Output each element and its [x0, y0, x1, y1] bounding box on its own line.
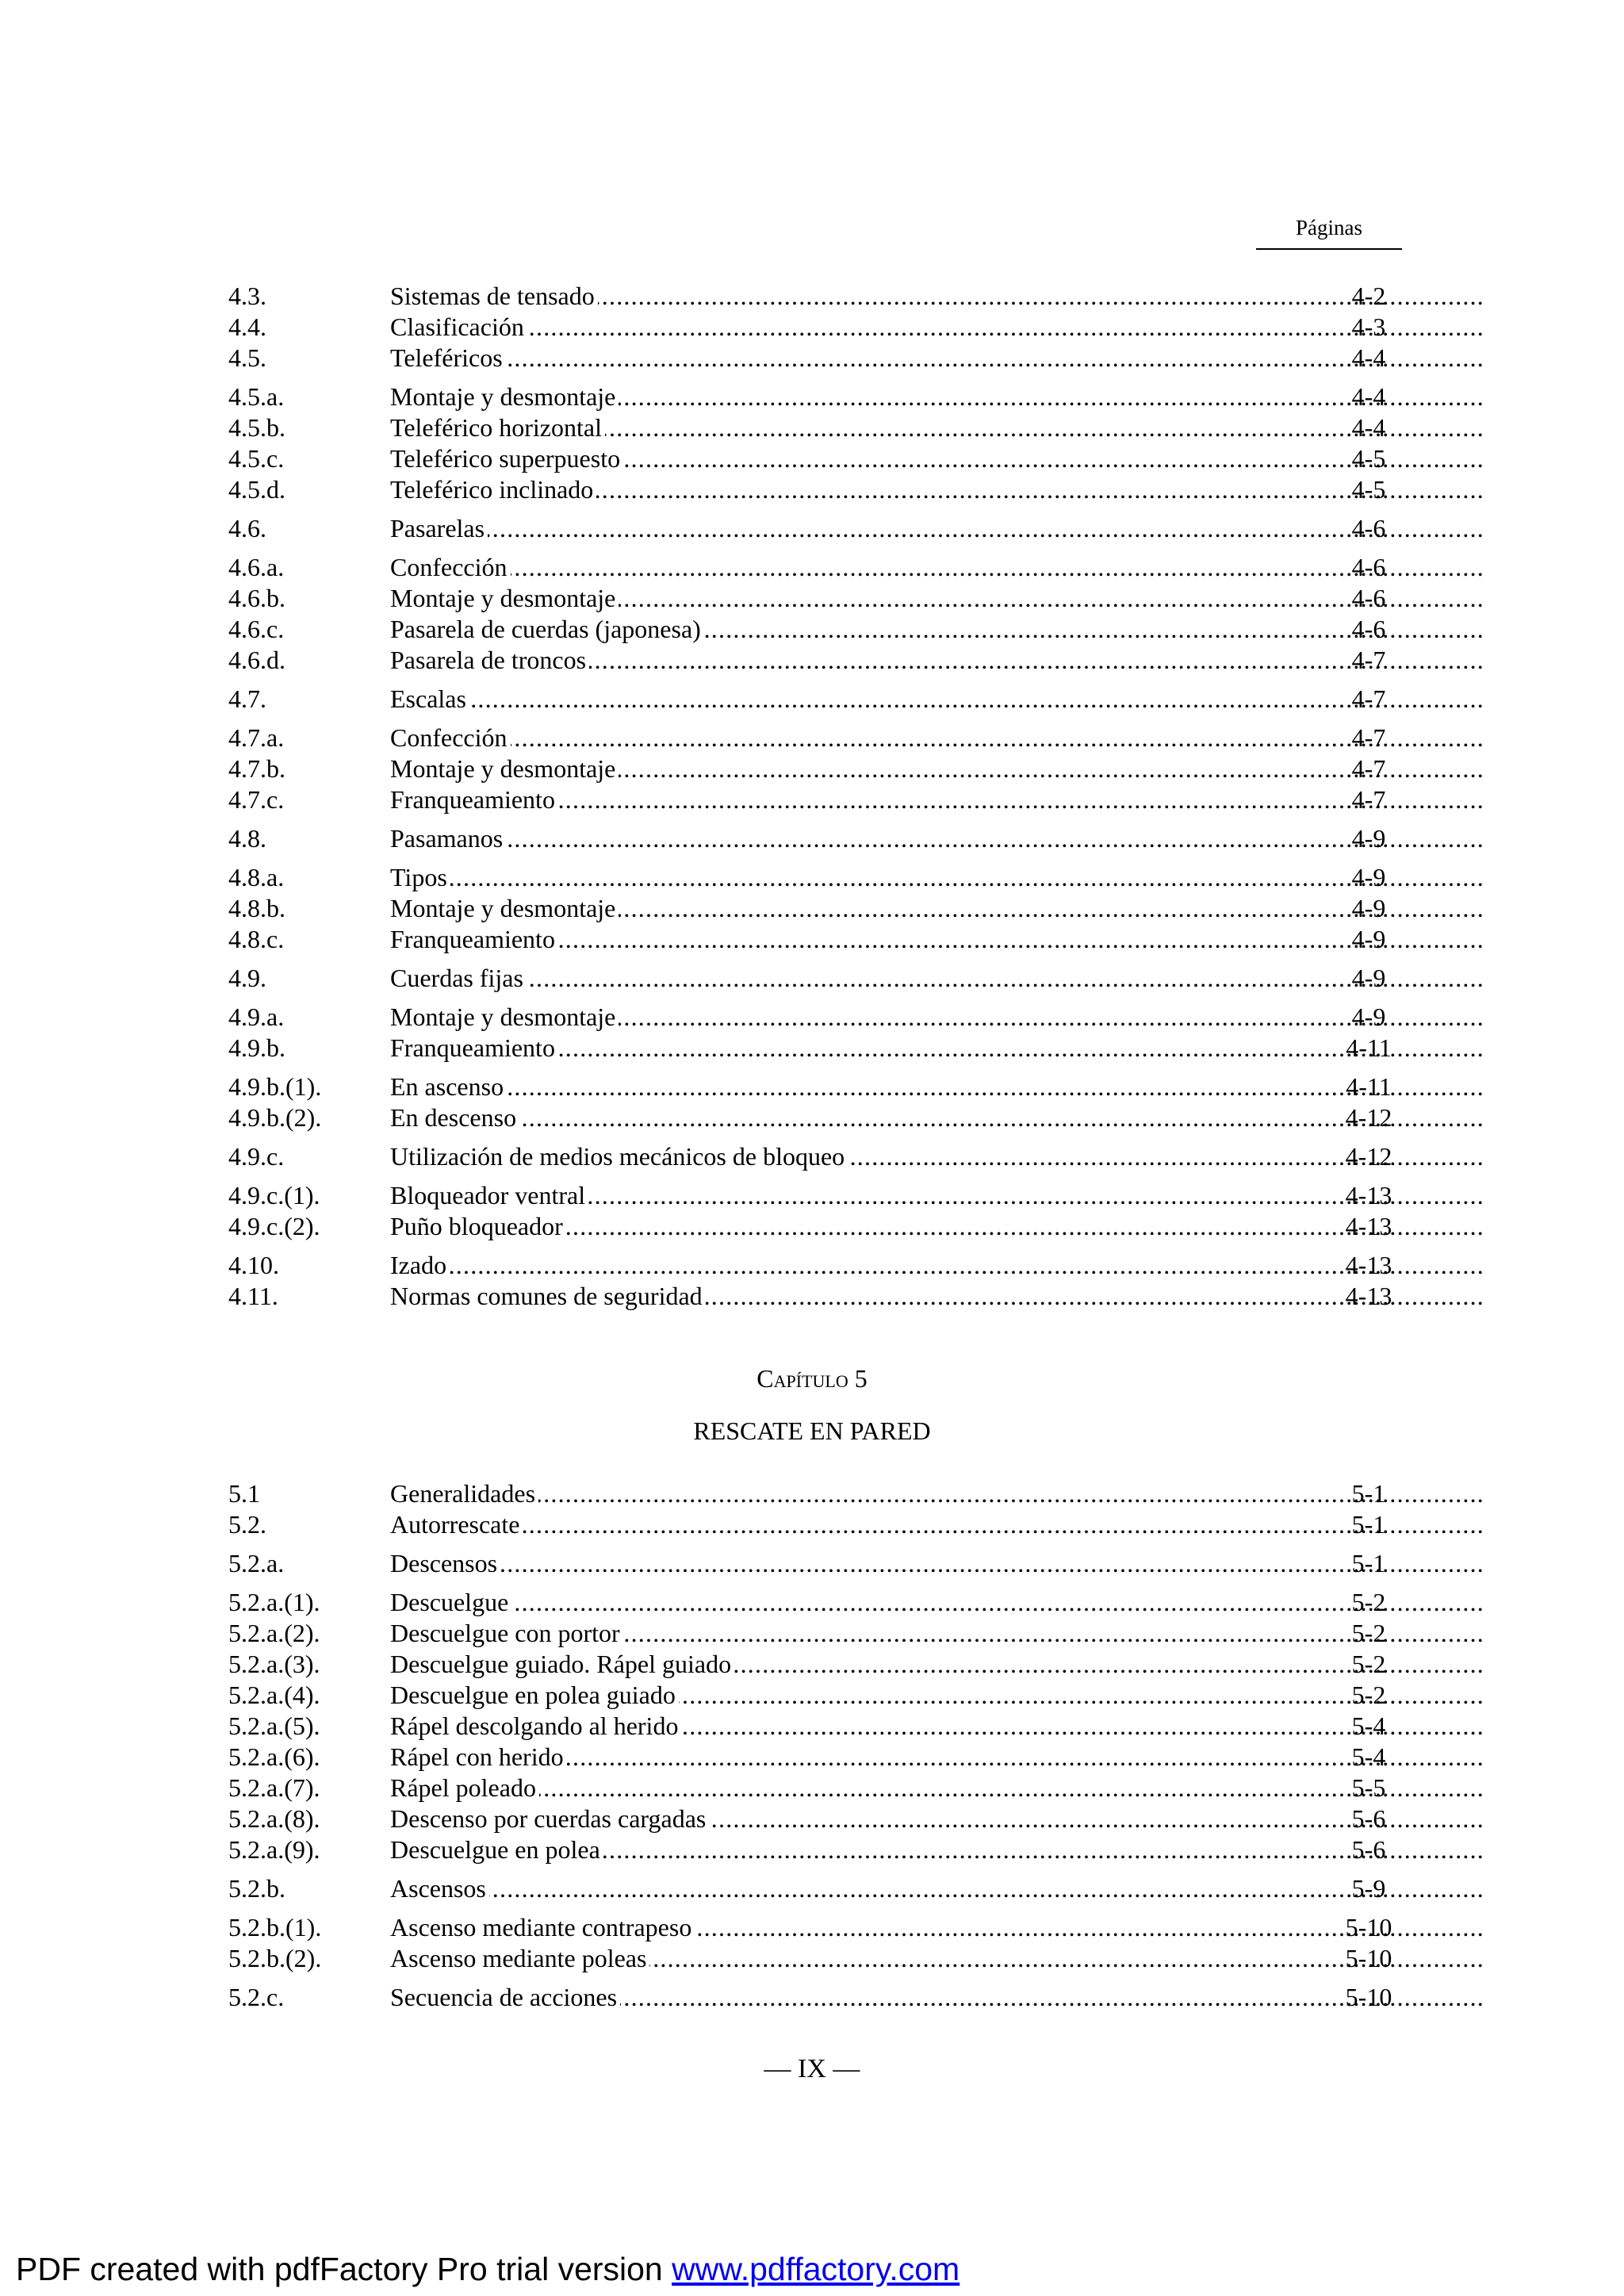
chapter-label: Capítulo 5: [756, 1364, 868, 1393]
toc-entry-page: 5-6: [1351, 1835, 1386, 1864]
toc-entry-number: 4.7.: [228, 684, 266, 713]
toc-entry: [228, 723, 1386, 753]
toc-entry-number: 5.2.a.(3).: [228, 1650, 320, 1678]
toc-entry-page: 5-2: [1351, 1588, 1386, 1616]
toc-entry-title: Autorrescate: [390, 1510, 523, 1539]
toc-entry: [228, 753, 1386, 784]
toc-entry-page: 5-1: [1351, 1549, 1386, 1577]
toc-entry-page: 4-7: [1351, 684, 1386, 713]
toc-entry: [228, 1618, 1386, 1649]
toc-entry: [228, 1478, 1386, 1509]
toc-entry: [228, 1649, 1386, 1680]
toc-entry-title: Montaje y desmontaje: [390, 754, 619, 783]
toc-entry: [228, 1071, 1392, 1102]
toc-entry-number: 5.2.a.(2).: [228, 1619, 320, 1647]
toc-entry-number: 5.2.a.(1).: [228, 1588, 320, 1616]
toc-entry-title: Montaje y desmontaje: [390, 382, 619, 411]
toc-entry-number: 4.9.b.(1).: [228, 1072, 322, 1101]
toc-entry-title: Sistemas de tensado: [390, 282, 598, 310]
toc-entry-number: 4.5.a.: [228, 382, 285, 411]
toc-entry: [228, 1912, 1392, 1943]
toc-entry: [228, 963, 1386, 994]
toc-entry: [228, 784, 1386, 815]
toc-entry-page: 5-10: [1345, 1944, 1392, 1972]
toc-entry-page: 4-7: [1351, 723, 1386, 752]
toc-entry-page: 4-7: [1351, 754, 1386, 783]
toc-entry-title: Descuelgue en polea guiado: [390, 1681, 679, 1709]
toc-entry-title: Rápel descolgando al herido: [390, 1711, 681, 1740]
toc-entry: [228, 1211, 1392, 1242]
toc-entry-number: 5.2.a.(8).: [228, 1804, 320, 1833]
toc-entry-number: 4.8.: [228, 824, 266, 853]
toc-entry: [228, 1033, 1392, 1064]
toc-entry: [228, 1587, 1386, 1618]
toc-entry-page: 4-6: [1351, 553, 1386, 581]
toc-entry: [228, 552, 1386, 583]
toc-entry-page: 5-1: [1351, 1510, 1386, 1539]
toc-entry-page: 5-1: [1351, 1479, 1386, 1508]
pages-column-header: Páginas: [1256, 216, 1402, 250]
toc-entry-number: 4.9.c.: [228, 1142, 285, 1171]
toc-entry: [228, 1711, 1386, 1742]
toc-entry-title: Pasarela de troncos: [390, 646, 589, 674]
toc-entry: [228, 893, 1386, 924]
toc-entry-number: 4.9.b.(2).: [228, 1103, 322, 1132]
toc-entry-number: 4.11.: [228, 1282, 278, 1310]
toc-entry-page: 4-9: [1351, 894, 1386, 922]
toc-entry-title: Montaje y desmontaje: [390, 1002, 619, 1031]
toc-entry-page: 5-5: [1351, 1773, 1386, 1802]
toc-entry: [228, 474, 1386, 505]
toc-entry: [228, 381, 1386, 412]
toc-entry: [228, 343, 1386, 374]
toc-entry-title: Ascenso mediante poleas: [390, 1944, 649, 1972]
toc-entry-title: Secuencia de acciones: [390, 1983, 620, 2011]
toc-entry-page: 4-12: [1345, 1103, 1392, 1132]
toc-entry-number: 5.2.a.: [228, 1549, 285, 1577]
toc-entry-title: Franqueamiento: [390, 785, 558, 814]
toc-entry-page: 5-9: [1351, 1874, 1386, 1903]
toc-entry-page: 4-13: [1345, 1212, 1392, 1240]
toc-entry-page: 4-7: [1351, 646, 1386, 674]
toc-entry: [228, 443, 1386, 474]
toc-entry-page: 4-5: [1351, 444, 1386, 473]
toc-entry-title: Confección: [390, 553, 511, 581]
toc-entry-title: Ascenso mediante contrapeso: [390, 1913, 695, 1941]
toc-entry-number: 5.2.a.(6).: [228, 1742, 320, 1771]
toc-entry-number: 4.7.c.: [228, 785, 285, 814]
toc-section-chapter-4: [228, 281, 1392, 1312]
toc-entry: [228, 924, 1386, 955]
toc-entry-page: 4-6: [1351, 615, 1386, 643]
toc-entry-page: 4-5: [1351, 475, 1386, 504]
toc-entry-page: 4-11: [1346, 1072, 1392, 1101]
toc-entry-title: Franqueamiento: [390, 925, 558, 953]
toc-entry-page: 4-4: [1351, 413, 1386, 442]
toc-entry-title: Normas comunes de seguridad: [390, 1282, 706, 1310]
toc-entry-title: Tipos: [390, 863, 450, 891]
toc-section-chapter-5: [228, 1478, 1392, 2013]
toc-entry-number: 5.2.b.(1).: [228, 1913, 322, 1941]
toc-entry-number: 4.6.c.: [228, 615, 285, 643]
toc-entry-title: Descensos: [390, 1549, 500, 1577]
toc-entry: [228, 1102, 1392, 1133]
toc-entry-number: 4.8.a.: [228, 863, 285, 891]
toc-entry-page: 5-4: [1351, 1711, 1386, 1740]
toc-entry-number: 4.5.c.: [228, 444, 285, 473]
toc-entry-page: 4-9: [1351, 863, 1386, 891]
toc-entry-title: Pasarela de cuerdas (japonesa): [390, 615, 704, 643]
toc-entry-page: 4-11: [1346, 1033, 1392, 1062]
toc-entry: [228, 1943, 1392, 1974]
toc-entry: [228, 1873, 1386, 1904]
toc-entry-number: 4.6.b.: [228, 584, 285, 612]
page-number: — IX —: [764, 2054, 860, 2083]
toc-entry: [228, 1281, 1392, 1312]
toc-entry-page: 5-2: [1351, 1650, 1386, 1678]
toc-entry-title: Montaje y desmontaje: [390, 584, 619, 612]
toc-entry: [228, 684, 1386, 715]
toc-entry-page: 5-4: [1351, 1742, 1386, 1771]
toc-entry-number: 4.9.b.: [228, 1033, 285, 1062]
toc-entry-title: Teleférico superpuesto: [390, 444, 623, 473]
toc-entry: [228, 1982, 1392, 2013]
toc-entry-title: Pasarelas: [390, 514, 488, 542]
toc-entry-title: Escalas: [390, 684, 469, 713]
toc-entry-page: 4-4: [1351, 343, 1386, 372]
toc-entry-page: 4-13: [1345, 1251, 1392, 1279]
toc-entry-number: 5.2.b.: [228, 1874, 285, 1903]
toc-entry-page: 4-2: [1351, 282, 1386, 310]
toc-entry-title: Puño bloqueador: [390, 1212, 566, 1240]
toc-entry-page: 5-2: [1351, 1619, 1386, 1647]
toc-entry-number: 4.7.a.: [228, 723, 285, 752]
toc-entry-number: 5.2.: [228, 1510, 266, 1539]
toc-entry: [228, 1680, 1386, 1711]
toc-entry-title: Montaje y desmontaje: [390, 894, 619, 922]
toc-entry-page: 4-6: [1351, 514, 1386, 542]
toc-entry-number: 4.4.: [228, 312, 266, 341]
toc-entry-page: 4-7: [1351, 785, 1386, 814]
toc-entry-title: Pasamanos: [390, 824, 506, 853]
toc-entry-title: Rápel con herido: [390, 1742, 567, 1771]
toc-entry-number: 4.8.c.: [228, 925, 285, 953]
toc-entry-title: Descenso por cuerdas cargadas: [390, 1804, 709, 1833]
toc-entry-title: Descuelgue guiado. Rápel guiado: [390, 1650, 734, 1678]
toc-entry-page: 4-13: [1345, 1282, 1392, 1310]
toc-entry-title: Descuelgue: [390, 1588, 511, 1616]
toc-entry-page: 4-12: [1345, 1142, 1392, 1171]
toc-entry-title: Descuelgue con portor: [390, 1619, 623, 1647]
toc-entry: [228, 1773, 1386, 1803]
toc-entry: [228, 1742, 1386, 1773]
toc-entry-title: Clasificación: [390, 312, 527, 341]
toc-entry-title: Rápel poleado: [390, 1773, 539, 1802]
toc-entry-number: 5.2.a.(7).: [228, 1773, 320, 1802]
toc-entry-title: Bloqueador ventral: [390, 1181, 588, 1209]
toc-entry: [228, 823, 1386, 854]
toc-entry-title: Teleférico horizontal: [390, 413, 605, 442]
toc-entry-number: 5.2.a.(5).: [228, 1711, 320, 1740]
toc-entry-page: 5-10: [1345, 1983, 1392, 2011]
toc-entry-title: Teleférico inclinado: [390, 475, 596, 504]
toc-entry-number: 4.10.: [228, 1251, 279, 1279]
toc-entry: [228, 1509, 1386, 1540]
toc-entry-number: 4.5.d.: [228, 475, 285, 504]
toc-entry: [228, 312, 1386, 343]
toc-entry-title: Cuerdas fijas: [390, 964, 527, 992]
toc-entry-title: Utilización de medios mecánicos de bloqueo: [390, 1142, 848, 1171]
toc-entry-page: 4-9: [1351, 925, 1386, 953]
toc-entry-page: 4-4: [1351, 382, 1386, 411]
toc-entry-title: Confección: [390, 723, 511, 752]
toc-entry-number: 5.2.c.: [228, 1983, 285, 2011]
toc-entry: [228, 583, 1386, 614]
toc-entry-page: 5-6: [1351, 1804, 1386, 1833]
toc-entry-page: 4-13: [1345, 1181, 1392, 1209]
toc-entry: [228, 614, 1386, 645]
toc-entry-number: 4.6.d.: [228, 646, 285, 674]
toc-entry-number: 4.9.c.(1).: [228, 1181, 320, 1209]
toc-entry-number: 4.9.a.: [228, 1002, 285, 1031]
toc-entry-title: Franqueamiento: [390, 1033, 558, 1062]
toc-entry-page: 5-2: [1351, 1681, 1386, 1709]
toc-entry-page: 4-9: [1351, 824, 1386, 853]
toc-entry-number: 4.5.b.: [228, 413, 285, 442]
toc-entry-number: 4.6.a.: [228, 553, 285, 581]
toc-entry-number: 4.9.: [228, 964, 266, 992]
toc-entry: [228, 1548, 1386, 1579]
toc-entry-title: En descenso: [390, 1103, 519, 1132]
toc-entry-page: 4-9: [1351, 964, 1386, 992]
toc-entry-number: 5.1: [228, 1479, 260, 1508]
toc-entry: [228, 1803, 1386, 1834]
toc-entry-page: 4-6: [1351, 584, 1386, 612]
toc-entry-number: 5.2.b.(2).: [228, 1944, 322, 1972]
toc-entry-number: 4.3.: [228, 282, 266, 310]
toc-entry: [228, 645, 1386, 676]
toc-entry: [228, 862, 1386, 893]
toc-entry: [228, 1250, 1392, 1281]
toc-entry: [228, 412, 1386, 443]
toc-entry-title: Izado: [390, 1251, 450, 1279]
toc-entry-title: Generalidades: [390, 1479, 538, 1508]
toc-entry: [228, 1834, 1386, 1865]
toc-entry: [228, 1002, 1386, 1033]
toc-entry: [228, 1180, 1392, 1211]
toc-entry-page: 4-9: [1351, 1002, 1386, 1031]
footer-text: PDF created with pdfFactory Pro trial version: [16, 2251, 672, 2287]
toc-entry-number: 4.6.: [228, 514, 266, 542]
toc-entry: [228, 1141, 1392, 1172]
toc-entry-title: En ascenso: [390, 1072, 507, 1101]
toc-entry-title: Ascensos: [390, 1874, 489, 1903]
toc-entry: [228, 281, 1386, 312]
toc-entry-number: 4.5.: [228, 343, 266, 372]
toc-entry-title: Descuelgue en polea: [390, 1835, 603, 1864]
toc-entry-number: 5.2.a.(9).: [228, 1835, 320, 1864]
pdf-footer: [16, 2251, 959, 2288]
toc-entry-title: Teleféricos: [390, 343, 506, 372]
toc-entry-page: 5-10: [1345, 1913, 1392, 1941]
toc-entry-number: 5.2.a.(4).: [228, 1681, 320, 1709]
toc-entry-number: 4.7.b.: [228, 754, 285, 783]
toc-entry-number: 4.9.c.(2).: [228, 1212, 320, 1240]
chapter-title: RESCATE EN PARED: [693, 1416, 931, 1445]
toc-entry-page: 4-3: [1351, 312, 1386, 341]
footer-link[interactable]: www.pdffactory.com: [672, 2251, 960, 2287]
toc-entry-number: 4.8.b.: [228, 894, 285, 922]
toc-entry: [228, 513, 1386, 544]
